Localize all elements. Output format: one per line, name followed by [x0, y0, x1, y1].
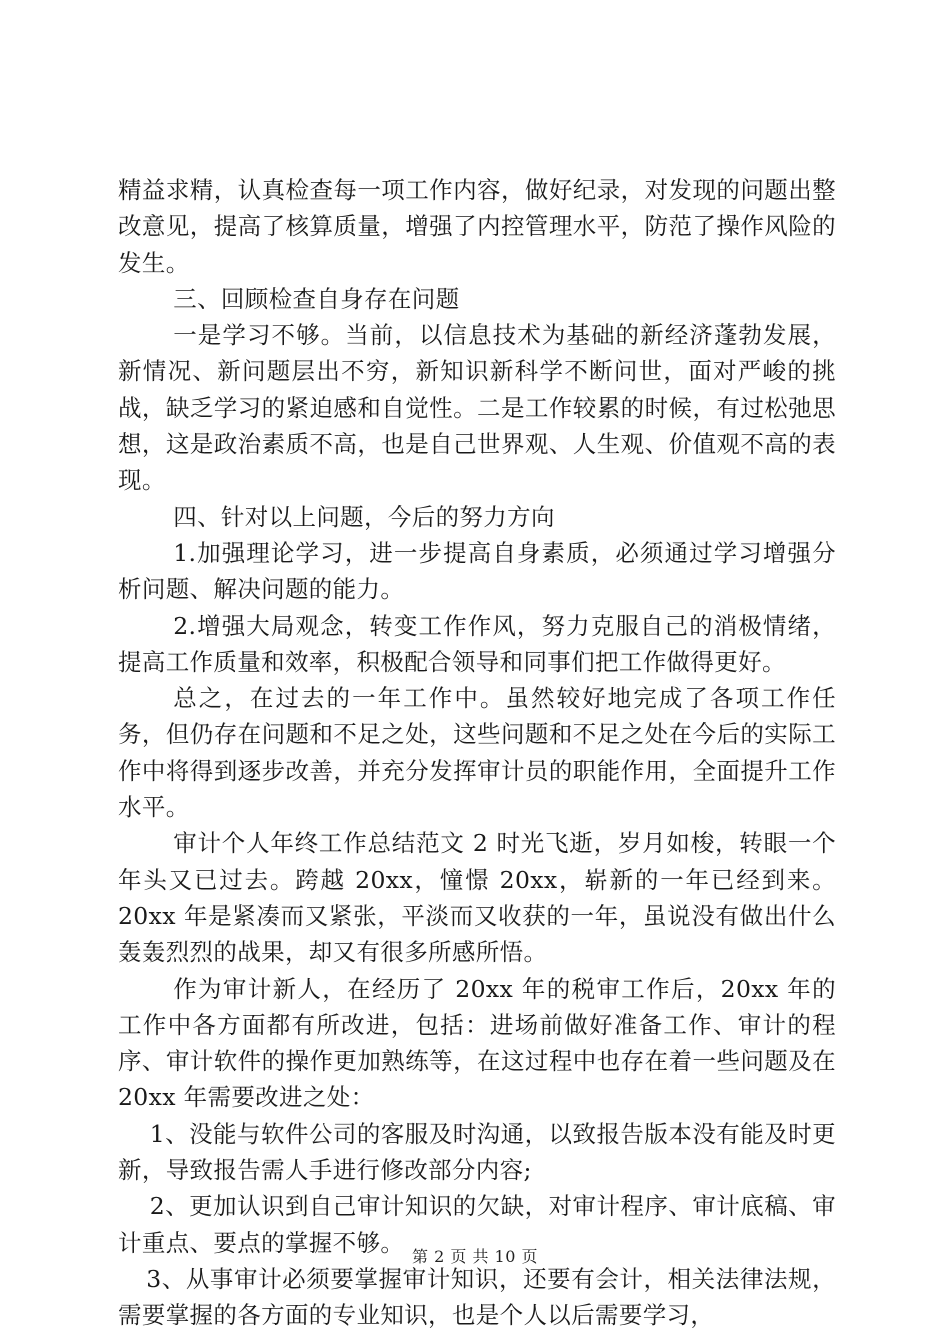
paragraph-item-1: 1.加强理论学习，进一步提高自身素质，必须通过学习增强分析问题、解决问题的能力。: [118, 538, 836, 604]
paragraph-new-auditor: 作为审计新人，在经历了 20xx 年的税审工作后，20xx 年的工作中各方面都有所改进，包括：进场前做好准备工作、审计的程序、审计软件的操作更加熟练等，在这过程中也存在着一些问题及在 20xx 年需要改进之处：: [118, 974, 836, 1112]
paragraph-point-1: 1、没能与软件公司的客服及时沟通，以致报告版本没有能及时更新，导致报告需人手进行修改部分内容;: [118, 1119, 836, 1185]
paragraph-point-2: 2、更加认识到自己审计知识的欠缺，对审计程序、审计底稿、审计重点、要点的掌握不够。: [118, 1192, 836, 1257]
paragraph-item-2: 2.增强大局观念，转变工作作风，努力克服自己的消极情绪，提高工作质量和效率，积极配合领导和同事们把工作做得更好。: [118, 611, 836, 676]
paragraph-sample-2-intro: 审计个人年终工作总结范文 2 时光飞逝，岁月如梭，转眼一个年头又已过去。跨越 20xx，憧憬 20xx，崭新的一年已经到来。20xx 年是紧凑而又紧张，平淡而又收获的一年，虽说没有做出什么轰轰烈烈的战果，却又有很多所感所悟。: [118, 829, 836, 967]
section-heading-3: 三、回顾检查自身存在问题: [173, 284, 460, 313]
paragraph-problems: 一是学习不够。当前，以信息技术为基础的新经济蓬勃发展，新情况、新问题层出不穷，新知识新科学不断问世，面对严峻的挑战，缺乏学习的紧迫感和自觉性。二是工作较累的时候，有过松弛思想，这是政治素质不高，也是自己世界观、人生观、价值观不高的表现。: [118, 321, 836, 495]
document-body: [118, 172, 836, 1334]
section-heading-4: 四、针对以上问题，今后的努力方向: [173, 502, 555, 531]
page-number-footer: 第 2 页 共 10 页: [412, 1247, 538, 1266]
paragraph-point-3: 3、从事审计必须要掌握审计知识，还要有会计，相关法律法规，需要掌握的各方面的专业知识，也是个人以后需要学习，: [118, 1264, 836, 1330]
paragraph-continuation: 精益求精，认真检查每一项工作内容，做好纪录，对发现的问题出整改意见，提高了核算质量，增强了内控管理水平，防范了操作风险的发生。: [118, 176, 836, 277]
paragraph-summary: 总之，在过去的一年工作中。虽然较好地完成了各项工作任务，但仍存在问题和不足之处，这些问题和不足之处在今后的实际工作中将得到逐步改善，并充分发挥审计员的职能作用，全面提升工作水平。: [118, 684, 836, 822]
